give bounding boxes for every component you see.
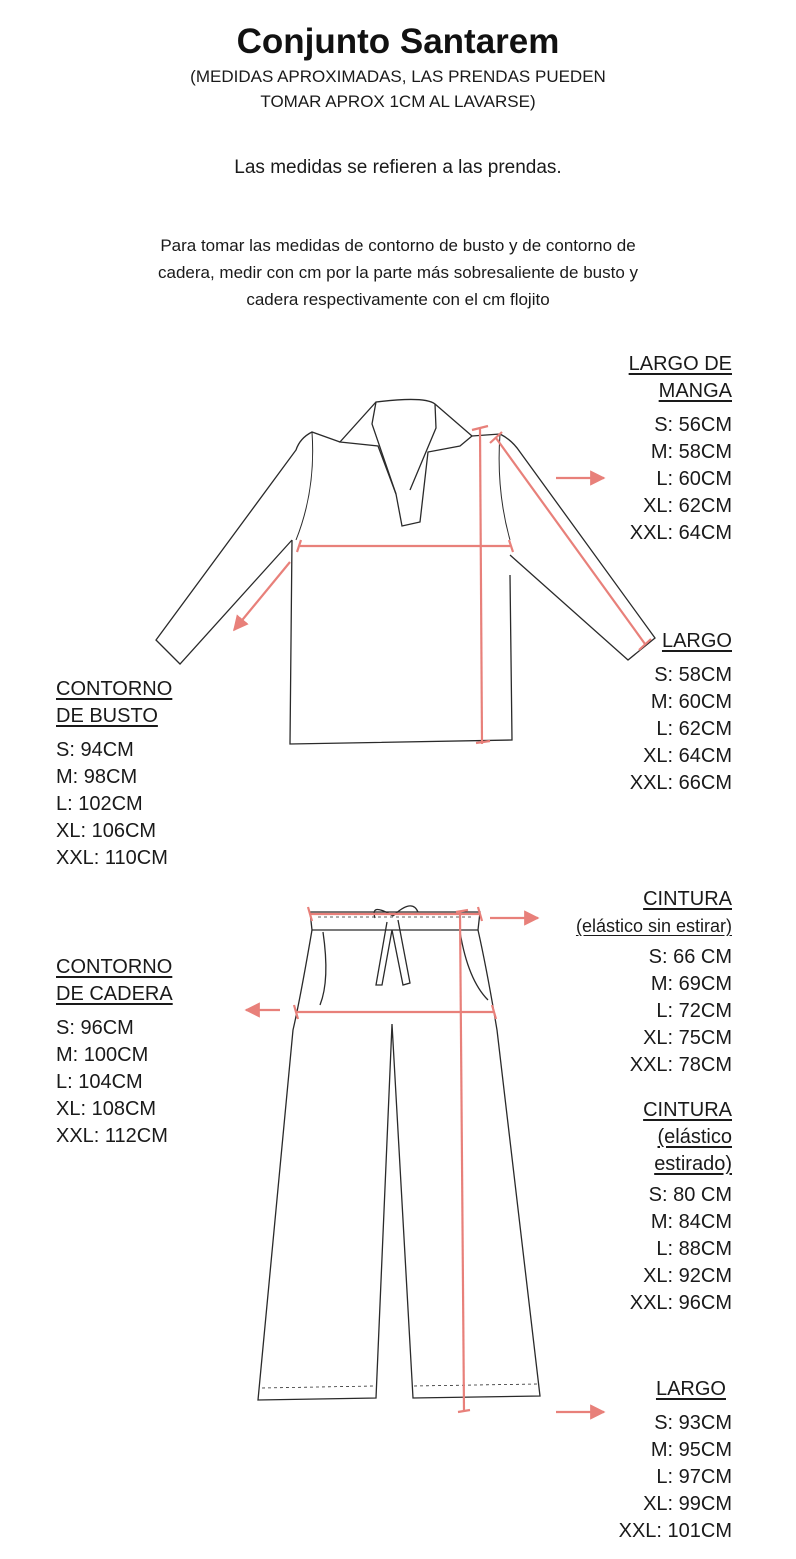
shirt-drawing: [156, 399, 655, 744]
waist-relaxed-size-xxl: XXL: 78CM: [629, 1054, 732, 1076]
sleeve-size-xxl: XXL: 64CM: [629, 522, 732, 544]
pants-length-size-xxl: XXL: 101CM: [618, 1520, 732, 1542]
bust-size-xl: XL: 106CM: [56, 820, 157, 842]
shirt-length-size-xl: XL: 64CM: [643, 745, 732, 767]
pants-length-size-xl: XL: 99CM: [643, 1493, 732, 1515]
subtitle-line-1: (MEDIDAS APROXIMADAS, LAS PRENDAS PUEDEN: [190, 67, 606, 86]
sleeve-size-s: S: 56CM: [654, 414, 732, 436]
sleeve-size-xl: XL: 62CM: [643, 495, 732, 517]
shirt-length-heading: LARGO: [661, 630, 732, 652]
waist-stretched-size-m: M: 84CM: [650, 1211, 732, 1233]
intro-text: Las medidas se refieren a las prendas.: [234, 157, 562, 178]
bust-size-l: L: 102CM: [56, 793, 143, 815]
instructions-line-1: Para tomar las medidas de contorno de busto y de contorno de: [160, 236, 636, 255]
hip-size-xxl: XXL: 112CM: [56, 1125, 168, 1147]
waist-stretched-size-xxl: XXL: 96CM: [629, 1292, 732, 1314]
waist-stretched-heading-line-1: CINTURA: [643, 1099, 732, 1121]
hip-heading-line-2: DE CADERA: [56, 983, 173, 1005]
waist-relaxed-heading-line-1: CINTURA: [643, 888, 732, 910]
sleeve-heading-line-1: LARGO DE: [628, 353, 732, 375]
waist-relaxed-size-s: S: 66 CM: [648, 946, 732, 968]
pants-length-size-s: S: 93CM: [654, 1412, 732, 1434]
bust-block: [56, 676, 172, 872]
page-title: Conjunto Santarem: [236, 22, 560, 61]
shirt-length-size-m: M: 60CM: [650, 691, 732, 713]
instructions-line-3: cadera respectivamente con el cm flojito: [246, 290, 550, 309]
waist-stretched-heading-line-2: (elástico: [657, 1126, 732, 1148]
hip-heading-line-1: CONTORNO: [56, 956, 173, 978]
waist-stretched-heading-line-3: estirado): [654, 1153, 732, 1175]
bust-heading-line-2: DE BUSTO: [56, 705, 158, 727]
bust-size-xxl: XXL: 110CM: [56, 847, 168, 869]
waist-relaxed-size-l: L: 72CM: [656, 1000, 732, 1022]
waist-stretched-block: [630, 1097, 732, 1317]
hip-size-xl: XL: 108CM: [56, 1098, 157, 1120]
bust-heading-line-1: CONTORNO: [56, 678, 173, 700]
pants-length-size-l: L: 97CM: [656, 1466, 732, 1488]
shirt-length-size-xxl: XXL: 66CM: [629, 772, 732, 794]
waist-stretched-size-s: S: 80 CM: [648, 1184, 732, 1206]
hip-block: [56, 954, 173, 1150]
shirt-length-block: [630, 628, 732, 797]
waist-stretched-size-l: L: 88CM: [656, 1238, 732, 1260]
waist-relaxed-size-xl: XL: 75CM: [643, 1027, 732, 1049]
waist-relaxed-block: [576, 886, 732, 1079]
sleeve-heading-line-2: MANGA: [658, 380, 732, 402]
pants-length-size-m: M: 95CM: [650, 1439, 732, 1461]
sleeve-length-block: [629, 351, 732, 547]
hip-size-m: M: 100CM: [56, 1044, 149, 1066]
sleeve-size-m: M: 58CM: [650, 441, 732, 463]
shirt-measurement-lines: [234, 426, 651, 744]
bust-size-s: S: 94CM: [56, 739, 134, 761]
waist-stretched-size-xl: XL: 92CM: [643, 1265, 732, 1287]
subtitle-line-2: TOMAR APROX 1CM AL LAVARSE): [260, 92, 536, 111]
hip-size-s: S: 96CM: [56, 1017, 134, 1039]
shirt-length-size-s: S: 58CM: [654, 664, 732, 686]
pants-drawing: [258, 906, 540, 1400]
shirt-length-size-l: L: 62CM: [656, 718, 732, 740]
pants-length-block: [619, 1376, 732, 1545]
instructions-line-2: cadera, medir con cm por la parte más sobresaliente de busto y: [157, 263, 639, 282]
hip-size-l: L: 104CM: [56, 1071, 143, 1093]
pants-length-heading: LARGO: [655, 1378, 726, 1400]
pants-measurement-lines: [246, 907, 604, 1412]
waist-relaxed-heading-line-2: (elástico sin estirar): [575, 916, 732, 936]
bust-size-m: M: 98CM: [56, 766, 138, 788]
waist-relaxed-size-m: M: 69CM: [650, 973, 732, 995]
sleeve-size-l: L: 60CM: [656, 468, 732, 490]
